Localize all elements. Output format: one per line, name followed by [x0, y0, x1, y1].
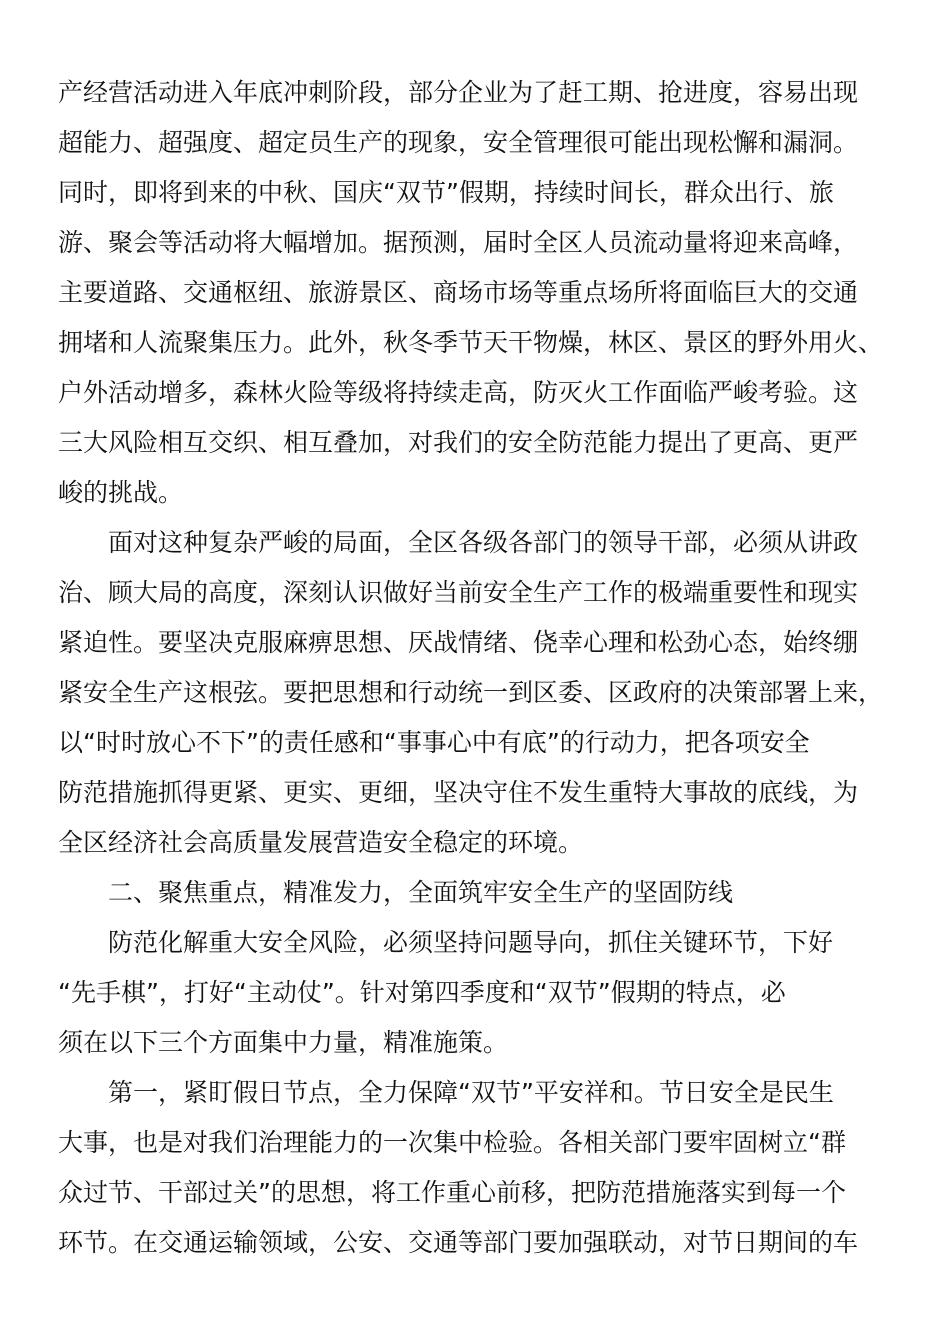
- text-line: 防范化解重大安全风险，必须坚持问题导向，抓住关键环节，下好: [108, 928, 834, 957]
- text-line: 拥堵和人流聚集压力。此外，秋冬季节天干物燥，林区、景区的野外用火、: [58, 328, 884, 357]
- text-line: 治、顾大局的高度，深刻认识做好当前安全生产工作的极端重要性和现实: [58, 578, 859, 607]
- text-line: “先手棋”，打好“主动仗”。针对第四季度和“双节”假期的特点，必: [58, 978, 786, 1007]
- text-line: 以“时时放心不下”的责任感和“事事心中有底”的行动力，把各项安全: [58, 728, 810, 757]
- section-heading: [58, 868, 894, 918]
- text-line: 防范措施抓得更紧、更实、更细，坚决守住不发生重特大事故的底线，为: [58, 778, 859, 807]
- text-line: 超能力、超强度、超定员生产的现象，安全管理很可能出现松懈和漏洞。: [58, 128, 859, 157]
- text-line: 大事，也是对我们治理能力的一次集中检验。各相关部门要牢固树立“群: [58, 1128, 846, 1157]
- text-line: 众过节、干部过关”的思想，将工作重心前移，把防范措施落实到每一个: [58, 1178, 846, 1207]
- text-line: 三大风险相互交织、相互叠加，对我们的安全防范能力提出了更高、更严: [58, 428, 859, 457]
- paragraph-holiday: [58, 1068, 894, 1268]
- section-heading-text: 二、聚焦重点，精准发力，全面筑牢安全生产的坚固防线: [108, 878, 734, 907]
- text-line: 须在以下三个方面集中力量，精准施策。: [58, 1028, 509, 1057]
- text-line: 全区经济社会高质量发展营造安全稳定的环境。: [58, 828, 584, 857]
- text-line: 环节。在交通运输领域，公安、交通等部门要加强联动，对节日期间的车: [58, 1228, 859, 1257]
- text-line: 面对这种复杂严峻的局面，全区各级各部门的领导干部，必须从讲政: [108, 528, 859, 557]
- text-line: 产经营活动进入年底冲刺阶段，部分企业为了赶工期、抢进度，容易出现: [58, 78, 859, 107]
- text-line: 紧迫性。要坚决克服麻痹思想、厌战情绪、侥幸心理和松劲心态，始终绷: [58, 628, 859, 657]
- paragraph-situation: [58, 518, 894, 868]
- text-line: 户外活动增多，森林火险等级将持续走高，防灭火工作面临严峻考验。这: [58, 378, 859, 407]
- text-line: 同时，即将到来的中秋、国庆“双节”假期，持续时间长，群众出行、旅: [58, 178, 834, 207]
- text-line: 紧安全生产这根弦。要把思想和行动统一到区委、区政府的决策部署上来，: [58, 678, 884, 707]
- paragraph-continuation: [58, 68, 894, 518]
- paragraph-focus: [58, 918, 894, 1068]
- text-line: 峻的挑战。: [58, 478, 184, 507]
- text-line: 第一，紧盯假日节点，全力保障“双节”平安祥和。节日安全是民生: [108, 1078, 834, 1107]
- document-body: [58, 68, 894, 1268]
- text-line: 主要道路、交通枢纽、旅游景区、商场市场等重点场所将面临巨大的交通: [58, 278, 859, 307]
- text-line: 游、聚会等活动将大幅增加。据预测，届时全区人员流动量将迎来高峰，: [58, 228, 859, 257]
